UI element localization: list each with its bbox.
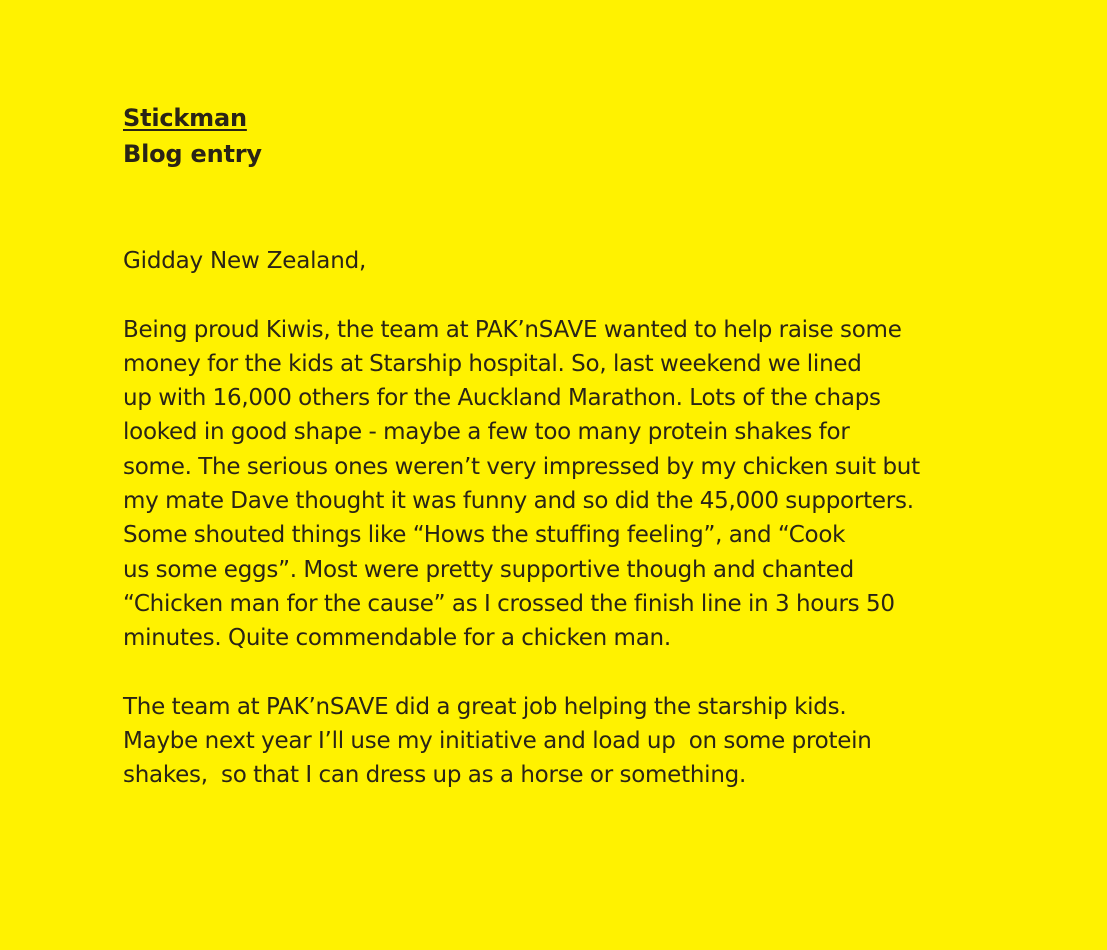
paragraph-line: Some shouted things like “Hows the stuffing feeling”, and “Cook bbox=[123, 522, 846, 549]
body-paragraph-2 bbox=[123, 690, 1023, 793]
paragraph-line: up with 16,000 others for the Auckland Marathon. Lots of the chaps bbox=[123, 385, 881, 412]
body-paragraph-1 bbox=[123, 313, 1023, 656]
blog-entry bbox=[123, 100, 1023, 793]
author-name: Stickman bbox=[123, 104, 247, 132]
paragraph-line: The team at PAK’nSAVE did a great job helping the starship kids. bbox=[123, 693, 847, 720]
paragraph-line: minutes. Quite commendable for a chicken man. bbox=[123, 625, 671, 652]
paragraph-line: Maybe next year I’ll use my initiative and load up on some protein bbox=[123, 728, 872, 755]
paragraph-line: shakes, so that I can dress up as a horse or something. bbox=[123, 762, 747, 789]
paragraph-line: my mate Dave thought it was funny and so did the 45,000 supporters. bbox=[123, 488, 914, 515]
greeting-text: Gidday New Zealand, bbox=[123, 248, 367, 274]
paragraph-line: Being proud Kiwis, the team at PAK’nSAVE wanted to help raise some bbox=[123, 316, 902, 343]
paragraph-line: us some eggs”. Most were pretty supportive though and chanted bbox=[123, 556, 854, 583]
paragraph-line: looked in good shape - maybe a few too many protein shakes for bbox=[123, 419, 850, 446]
paragraph-line: money for the kids at Starship hospital. So, last weekend we lined bbox=[123, 350, 862, 377]
blog-entry-label: Blog entry bbox=[123, 140, 262, 168]
paragraph-line: “Chicken man for the cause” as I crossed the finish line in 3 hours 50 bbox=[123, 590, 895, 617]
paragraph-line: some. The serious ones weren’t very impressed by my chicken suit but bbox=[123, 453, 920, 480]
blog-header bbox=[123, 100, 1023, 172]
